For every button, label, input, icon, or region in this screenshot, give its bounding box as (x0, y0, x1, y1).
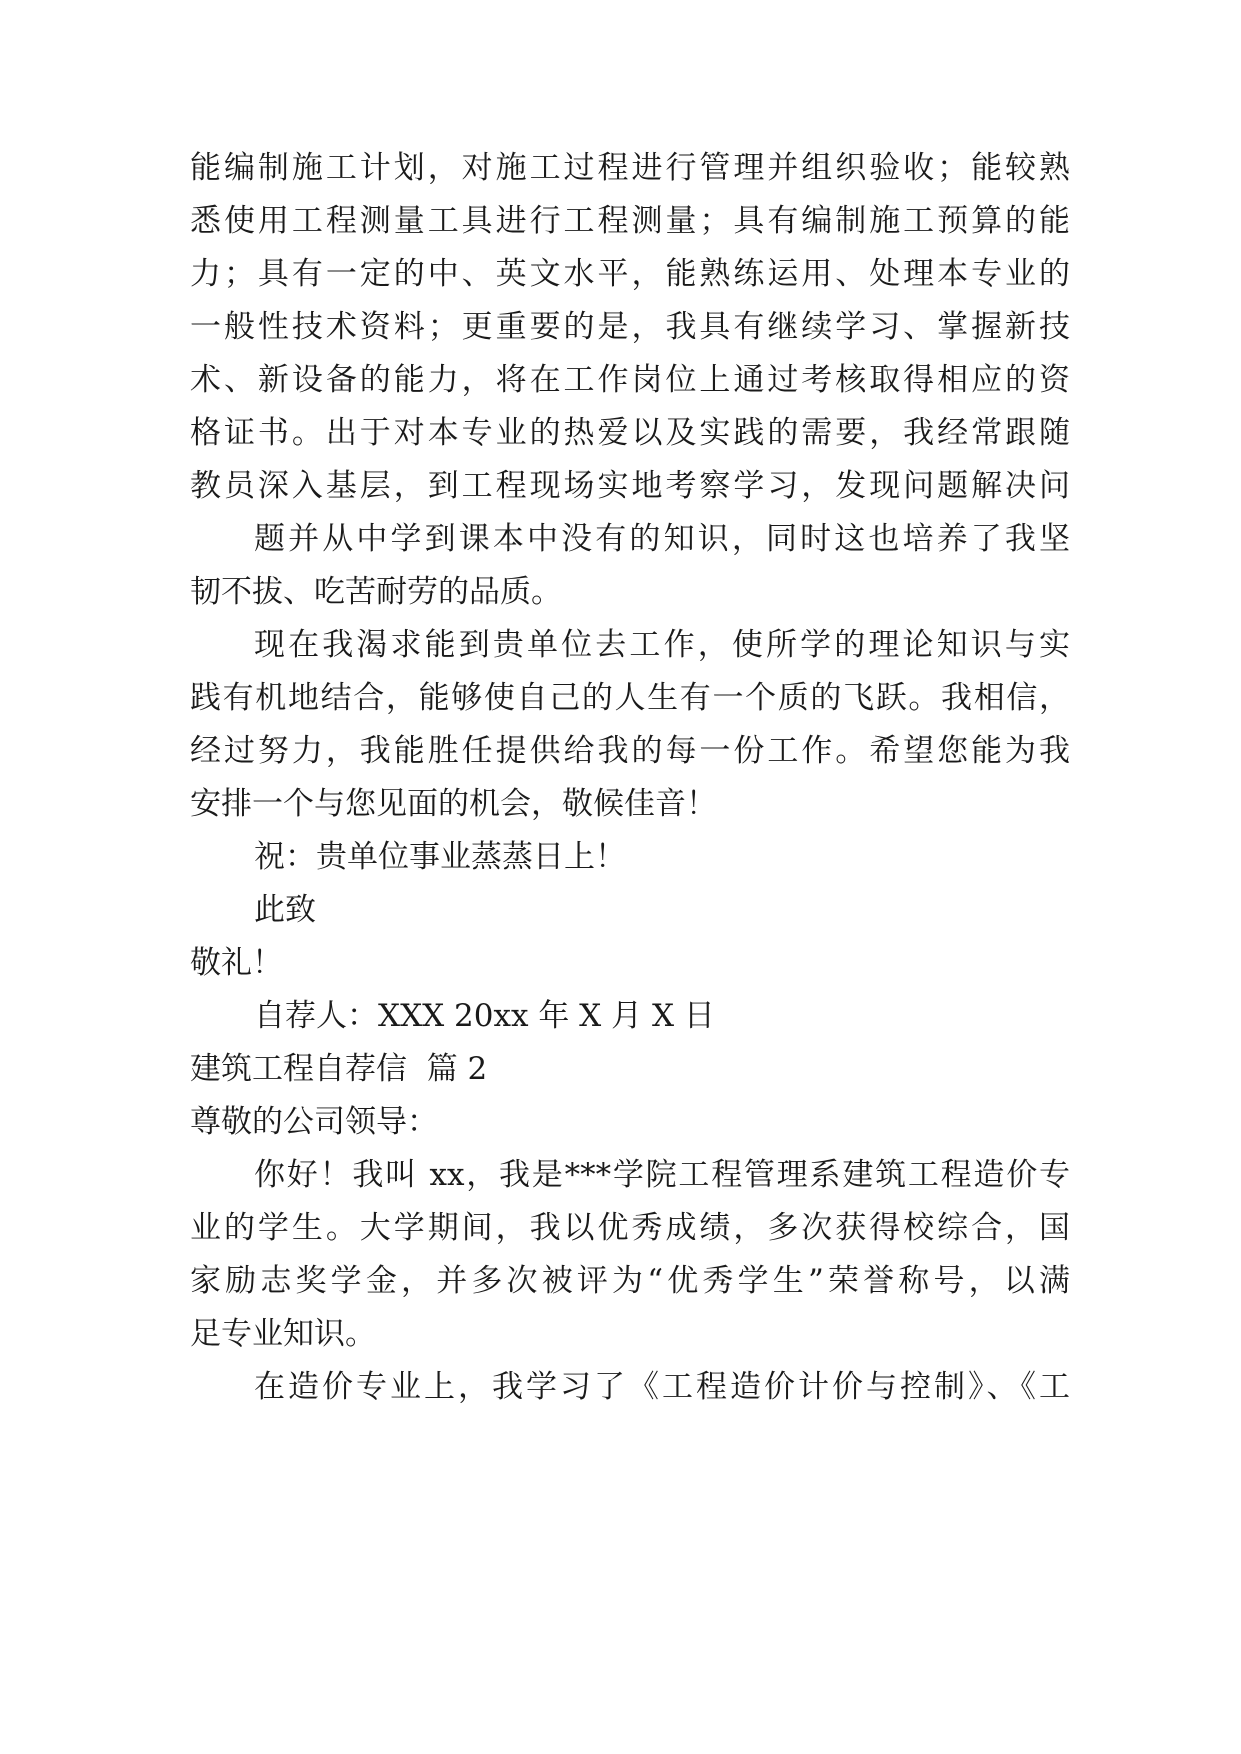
text-line: 足专业知识。 (190, 1316, 376, 1352)
text-line: 格证书。出于对本专业的热爱以及实践的需要，我经常跟随 (190, 415, 1070, 451)
salutation: 尊敬的公司领导： (190, 1104, 438, 1140)
text-line: 安排一个与您见面的机会，敬候佳音！ (190, 786, 717, 822)
text-line: 现在我渴求能到贵单位去工作，使所学的理论知识与实 (254, 627, 1070, 663)
text-line: 在造价专业上，我学习了《工程造价计价与控制》、《工 (254, 1369, 1070, 1405)
signature-line: 自荐人：XXX 20xx 年 X 月 X 日 (254, 998, 715, 1034)
text-line: 能编制施工计划，对施工过程进行管理并组织验收；能较熟 (190, 150, 1070, 186)
text-line: 敬礼！ (190, 945, 283, 981)
text-line: 术、新设备的能力，将在工作岗位上通过考核取得相应的资 (190, 362, 1070, 398)
text-line: 教员深入基层，到工程现场实地考察学习，发现问题解决问 (190, 468, 1070, 504)
text-line: 家励志奖学金，并多次被评为“优秀学生”荣誉称号，以满 (190, 1263, 1070, 1299)
text-line: 此致 (254, 892, 316, 928)
text-line: 经过努力，我能胜任提供给我的每一份工作。希望您能为我 (190, 733, 1070, 769)
text-line: 祝：贵单位事业蒸蒸日上！ (254, 839, 626, 875)
text-line: 悉使用工程测量工具进行工程测量；具有编制施工预算的能 (190, 203, 1070, 239)
text-line: 践有机地结合，能够使自己的人生有一个质的飞跃。我相信， (190, 680, 1070, 716)
text-line: 韧不拔、吃苦耐劳的品质。 (190, 574, 562, 610)
text-line: 力；具有一定的中、英文水平，能熟练运用、处理本专业的 (190, 256, 1070, 292)
text-line: 业的学生。大学期间，我以优秀成绩，多次获得校综合，国 (190, 1210, 1070, 1246)
section-heading: 建筑工程自荐信 篇 2 (190, 1051, 488, 1087)
text-line: 一般性技术资料；更重要的是，我具有继续学习、掌握新技 (190, 309, 1070, 345)
text-line: 题并从中学到课本中没有的知识，同时这也培养了我坚 (254, 521, 1070, 557)
text-line: 你好！我叫 xx，我是***学院工程管理系建筑工程造价专 (254, 1157, 1070, 1193)
